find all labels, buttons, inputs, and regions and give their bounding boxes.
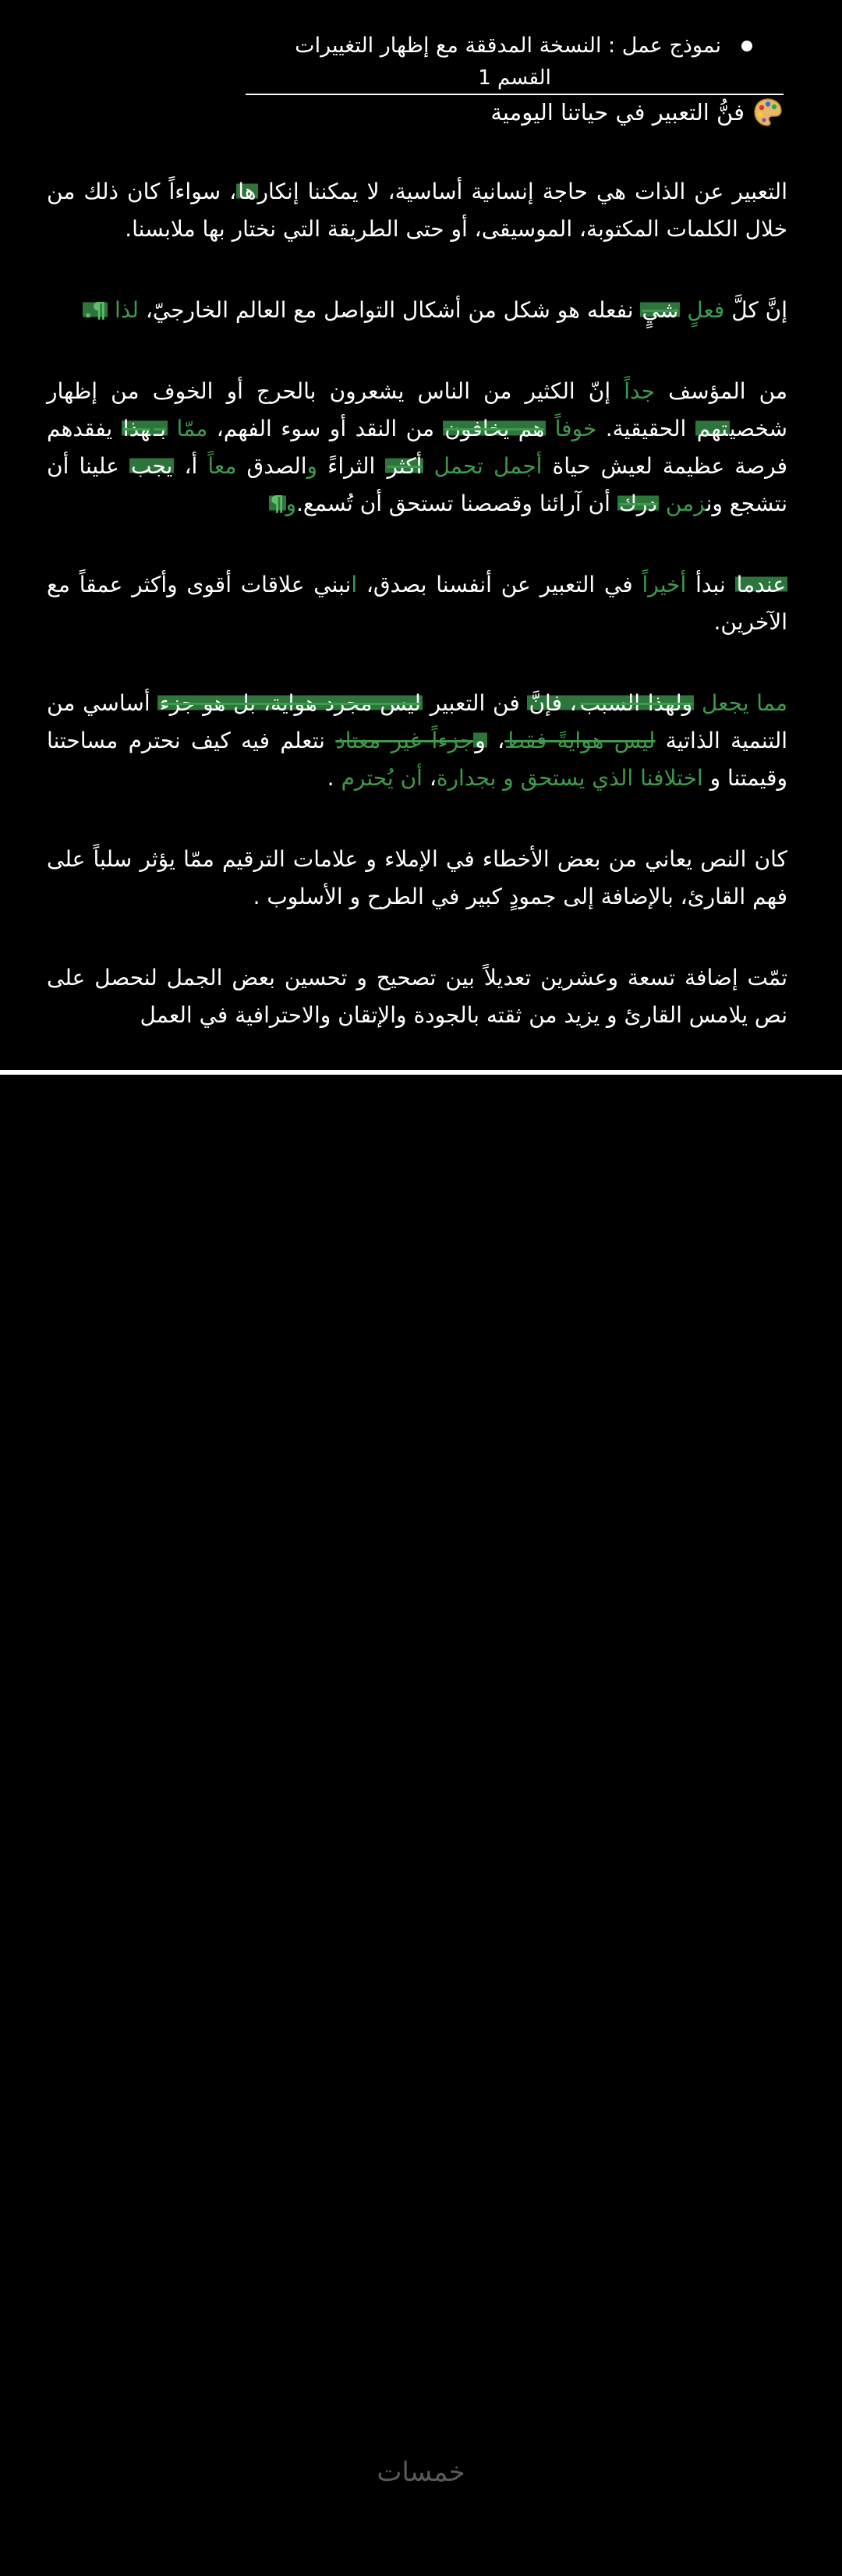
tracked-insertion: زمن: [665, 491, 706, 516]
tracked-insertion: فعلٍ: [687, 297, 725, 323]
tracked-deletion: أكثر: [387, 453, 423, 479]
paragraph-1: [47, 173, 787, 248]
text-run: الثراءً: [317, 453, 386, 479]
tracked-deletion: هم يخافون: [444, 416, 545, 441]
paragraph-5: [47, 685, 787, 797]
text-run: [694, 690, 702, 716]
text-run: نبني علاقات أقوى وأكثر عمقاً مع الآخرين.: [47, 572, 787, 635]
text-run: إنَّ كلَّ: [724, 297, 787, 323]
text-run: [168, 416, 176, 441]
tracked-insertion: ، فإنَّ: [529, 690, 577, 716]
text-run: نفعله هو شكل من أشكال التواصل مع العالم الخارجيّ،: [138, 297, 641, 323]
header-bullet-row: [58, 30, 784, 62]
text-run: [483, 453, 494, 479]
pilcrow-mark: ¶: [270, 491, 285, 516]
paragraph-7-summary: تمّت إضافة تسعة وعشرين تعديلاً بين تصحيح و تحسين بعض الجمل لنحصل على نص يلامس القارئ و يزيد من ثقته بالجودة والإتقان والاحترافية في العمل: [47, 965, 787, 1028]
text-run: [680, 297, 687, 323]
tracked-insertion: معاً: [207, 453, 237, 479]
document-body: [47, 173, 787, 1034]
text-run: من المؤسف: [655, 378, 787, 404]
tracked-insertion: و: [475, 728, 486, 753]
text-run: [659, 491, 666, 516]
palette-icon: [752, 97, 784, 128]
tracked-insertion: مما يجعل: [701, 690, 788, 716]
text-run: نتعلم فيه كيف نحترم مساحتنا وقيمتنا و: [47, 728, 787, 791]
paragraph-4: [47, 566, 787, 641]
tracked-insertion: جداً: [624, 378, 656, 404]
tracked-insertion: ا: [351, 572, 358, 597]
paragraph-2: [47, 292, 787, 329]
text-run: علينا أن نتشجع ون: [47, 453, 787, 516]
title-text: فنُّ التعبير في حياتنا اليومية: [490, 99, 745, 126]
tracked-insertion: اختلافنا الذي يستحق و بجدارة: [436, 765, 703, 791]
tracked-deletion: ولهذا السبب: [579, 690, 693, 716]
watermark-logo: خمسات: [377, 2457, 465, 2488]
tracked-deletion: هذا: [122, 416, 151, 441]
text-run: التعبير عن الذات هي حاجة إنسانية أساسية، لا يمكننا إنكار: [257, 179, 787, 204]
text-run: [108, 297, 115, 323]
text-run: نبدأ: [686, 572, 735, 597]
tracked-insertion: تهم: [696, 416, 728, 441]
tracked-insertion: عندما: [736, 572, 786, 597]
tracked-deletion: جزءاً غير معتاد: [335, 728, 474, 753]
tracked-insertion: خوفاً: [554, 416, 597, 441]
text-run: في التعبير عن أنفسنا بصدق،: [357, 572, 642, 597]
document-title: [490, 95, 784, 129]
text-run: الحقيقية.: [596, 416, 695, 441]
document-page: [0, 0, 842, 1075]
tracked-insertion: ممّا: [176, 416, 208, 441]
tracked-deletion: بـ: [154, 416, 167, 441]
bullet-icon: [741, 41, 752, 51]
tracked-insertion: ها: [238, 179, 256, 204]
tracked-insertion: لذا: [114, 297, 139, 323]
text-run: ،: [422, 765, 437, 791]
text-run: [423, 453, 433, 479]
paragraph-3: [47, 373, 787, 523]
text-run: [546, 416, 554, 441]
text-run: أساسي من التنمية الذاتية: [47, 690, 788, 753]
tracked-insertion: و: [306, 453, 318, 479]
tracked-insertion: يجب: [130, 453, 173, 479]
text-run: .: [327, 765, 341, 791]
text-run: من النقد أو سوء الفهم،: [207, 416, 444, 441]
tracked-insertion: أخيراً: [642, 572, 687, 597]
document-header: [58, 30, 784, 90]
tracked-insertion: أن يُحترم: [341, 765, 423, 791]
text-run: أ،: [174, 453, 208, 479]
section-label: القسم 1: [478, 66, 551, 90]
tracked-insertion: تحمل: [433, 453, 483, 479]
text-run: فن التعبير: [422, 690, 528, 716]
text-run: ،: [486, 728, 505, 753]
text-run: ، سواءاً كان ذلك من خلال الكلمات المكتوبة، الموسيقى، أو حتى الطريقة التي نختار بها ملابسنا.: [47, 179, 787, 242]
tracked-deletion: ليس هوايةً فقط: [504, 728, 656, 753]
tracked-deletion: درك: [618, 491, 657, 516]
page-divider: [0, 1070, 842, 1075]
text-run: الصدق: [236, 453, 307, 479]
text-run: أن آرائنا وقصصنا تستحق أن تُسمع.: [296, 491, 617, 516]
text-run: يفقدهم فرصة عظيمة لعيش حياة: [47, 416, 787, 479]
tracked-deletion: ليس مجرد هواية، بل هو جزء: [159, 690, 421, 716]
text-run: إنّ الكثير من الناس يشعرون بالحرج أو الخوف من إظهار شخصي: [47, 378, 787, 441]
pilcrow-mark: ¶.: [83, 297, 107, 323]
tracked-insertion: و: [285, 491, 297, 516]
tracked-insertion: أجمل: [493, 453, 543, 479]
model-label: نموذج عمل : النسخة المدققة مع إظهار التغييرات: [295, 34, 721, 58]
paragraph-6-summary: كان النص يعاني من بعض الأخطاء في الإملاء و علامات الترقيم ممّا يؤثر سلباً على فهم القارئ، بالإضافة إلى جمودٍ كبير في الطرح و الأسلوب .: [47, 846, 787, 909]
tracked-deletion: شيٍ: [642, 297, 679, 323]
